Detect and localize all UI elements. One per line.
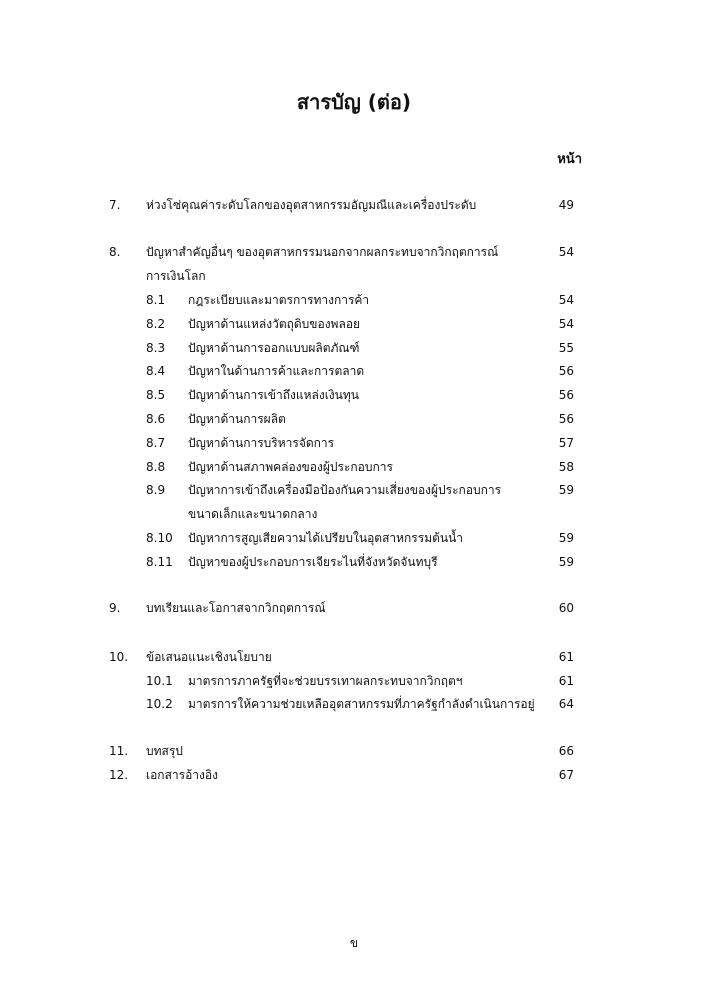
toc-label: ปัญหาการสูญเสียความได้เปรียบในอุตสาหกรรมต้นน้ำ xyxy=(188,531,464,545)
toc-label: ปัญหาการเข้าถึงเครื่องมือป้องกันความเสี่ยงของผู้ประกอบการ xyxy=(188,483,502,497)
toc-number: 8.4 xyxy=(146,364,166,378)
toc-page: 56 xyxy=(558,388,574,402)
toc-label: ปัญหาด้านการเข้าถึงแหล่งเงินทุน xyxy=(188,388,359,402)
toc-page: 56 xyxy=(558,364,574,378)
toc-page: 59 xyxy=(558,483,574,497)
toc-label: ปัญหาในด้านการค้าและการตลาด xyxy=(188,364,365,378)
toc-page: 55 xyxy=(558,341,574,355)
toc-subentry xyxy=(0,407,708,431)
toc-label: เอกสารอ้างอิง xyxy=(146,768,218,782)
toc-entry xyxy=(0,645,708,669)
toc-entry xyxy=(0,763,708,787)
toc-label: ห่วงโซ่คุณค่าระดับโลกของอุตสาหกรรมอัญมณีและเครื่องประดับ xyxy=(146,198,477,212)
toc-label: การเงินโลก xyxy=(146,269,206,283)
toc-subentry xyxy=(0,288,708,312)
toc-page: 54 xyxy=(558,293,574,307)
toc-page: 66 xyxy=(558,744,574,758)
toc-subentry xyxy=(0,383,708,407)
page-title: สารบัญ (ต่อ) xyxy=(296,90,412,114)
toc-subentry xyxy=(0,692,708,716)
page-column-header: หน้า xyxy=(557,152,582,167)
toc-subentry xyxy=(0,526,708,550)
toc-label: ปัญหาด้านการออกแบบผลิตภัณฑ์ xyxy=(188,341,360,355)
toc-page: 61 xyxy=(558,674,574,688)
toc-subentry xyxy=(0,312,708,336)
toc-label: บทเรียนและโอกาสจากวิกฤตการณ์ xyxy=(146,601,326,615)
toc-label: บทสรุป xyxy=(146,744,183,758)
toc-number: 8.6 xyxy=(146,412,166,426)
toc-page: 57 xyxy=(558,436,574,450)
toc-label: ปัญหาด้านการผลิต xyxy=(188,412,286,426)
toc-number: 11. xyxy=(109,744,129,758)
toc-number: 8.11 xyxy=(146,555,173,569)
toc-number: 8.9 xyxy=(146,483,166,497)
toc-number: 10.1 xyxy=(146,674,173,688)
toc-number: 8.3 xyxy=(146,341,166,355)
toc-page: 54 xyxy=(558,317,574,331)
toc-number: 8.5 xyxy=(146,388,166,402)
toc-subentry xyxy=(0,478,708,502)
page-number-footer: ข xyxy=(349,936,359,950)
toc-subentry xyxy=(0,359,708,383)
toc-label: มาตรการให้ความช่วยเหลืออุตสาหกรรมที่ภาครัฐกำลังดำเนินการอยู่ xyxy=(188,697,535,711)
toc-entry xyxy=(0,596,708,620)
toc-label: ข้อเสนอแนะเชิงนโยบาย xyxy=(146,650,272,664)
toc-subentry xyxy=(0,550,708,574)
toc-number: 9. xyxy=(109,601,121,615)
toc-subentry xyxy=(0,336,708,360)
toc-label: ขนาดเล็กและขนาดกลาง xyxy=(188,507,318,521)
toc-label: ปัญหาด้านสภาพคล่องของผู้ประกอบการ xyxy=(188,460,393,474)
toc-entry xyxy=(0,193,708,217)
toc-label: ปัญหาด้านแหล่งวัตถุดิบของพลอย xyxy=(188,317,361,331)
toc-number: 7. xyxy=(109,198,121,212)
toc-number: 8.7 xyxy=(146,436,166,450)
toc-number: 10.2 xyxy=(146,697,173,711)
toc-entry xyxy=(0,739,708,763)
toc-entry-continuation xyxy=(0,264,708,288)
toc-page: 59 xyxy=(558,555,574,569)
toc-page: 61 xyxy=(558,650,574,664)
toc-number: 8.1 xyxy=(146,293,166,307)
toc-number: 8.8 xyxy=(146,460,166,474)
toc-subentry-continuation xyxy=(0,502,708,526)
toc-label: ปัญหาของผู้ประกอบการเจียระไนที่จังหวัดจันทบุรี xyxy=(188,555,438,569)
toc-label: มาตรการภาครัฐที่จะช่วยบรรเทาผลกระทบจากวิกฤตฯ xyxy=(188,674,463,688)
toc-page: 67 xyxy=(558,768,574,782)
toc-number: 8.2 xyxy=(146,317,166,331)
toc-subentry xyxy=(0,669,708,693)
toc-entry xyxy=(0,240,708,264)
toc-number: 8.10 xyxy=(146,531,173,545)
toc-number: 12. xyxy=(109,768,129,782)
toc-label: กฎระเบียบและมาตรการทางการค้า xyxy=(188,293,370,307)
toc-number: 8. xyxy=(109,245,121,259)
toc-label: ปัญหาสำคัญอื่นๆ ของอุตสาหกรรมนอกจากผลกระทบจากวิกฤตการณ์ xyxy=(146,245,499,259)
toc-label: ปัญหาด้านการบริหารจัดการ xyxy=(188,436,335,450)
toc-page: 54 xyxy=(558,245,574,259)
toc-page: 58 xyxy=(558,460,574,474)
toc-page: 59 xyxy=(558,531,574,545)
toc-page: 60 xyxy=(558,601,574,615)
toc-subentry xyxy=(0,431,708,455)
toc-page: 64 xyxy=(558,697,574,711)
toc-page: 56 xyxy=(558,412,574,426)
toc-subentry xyxy=(0,455,708,479)
toc-number: 10. xyxy=(109,650,129,664)
toc-page: 49 xyxy=(558,198,574,212)
